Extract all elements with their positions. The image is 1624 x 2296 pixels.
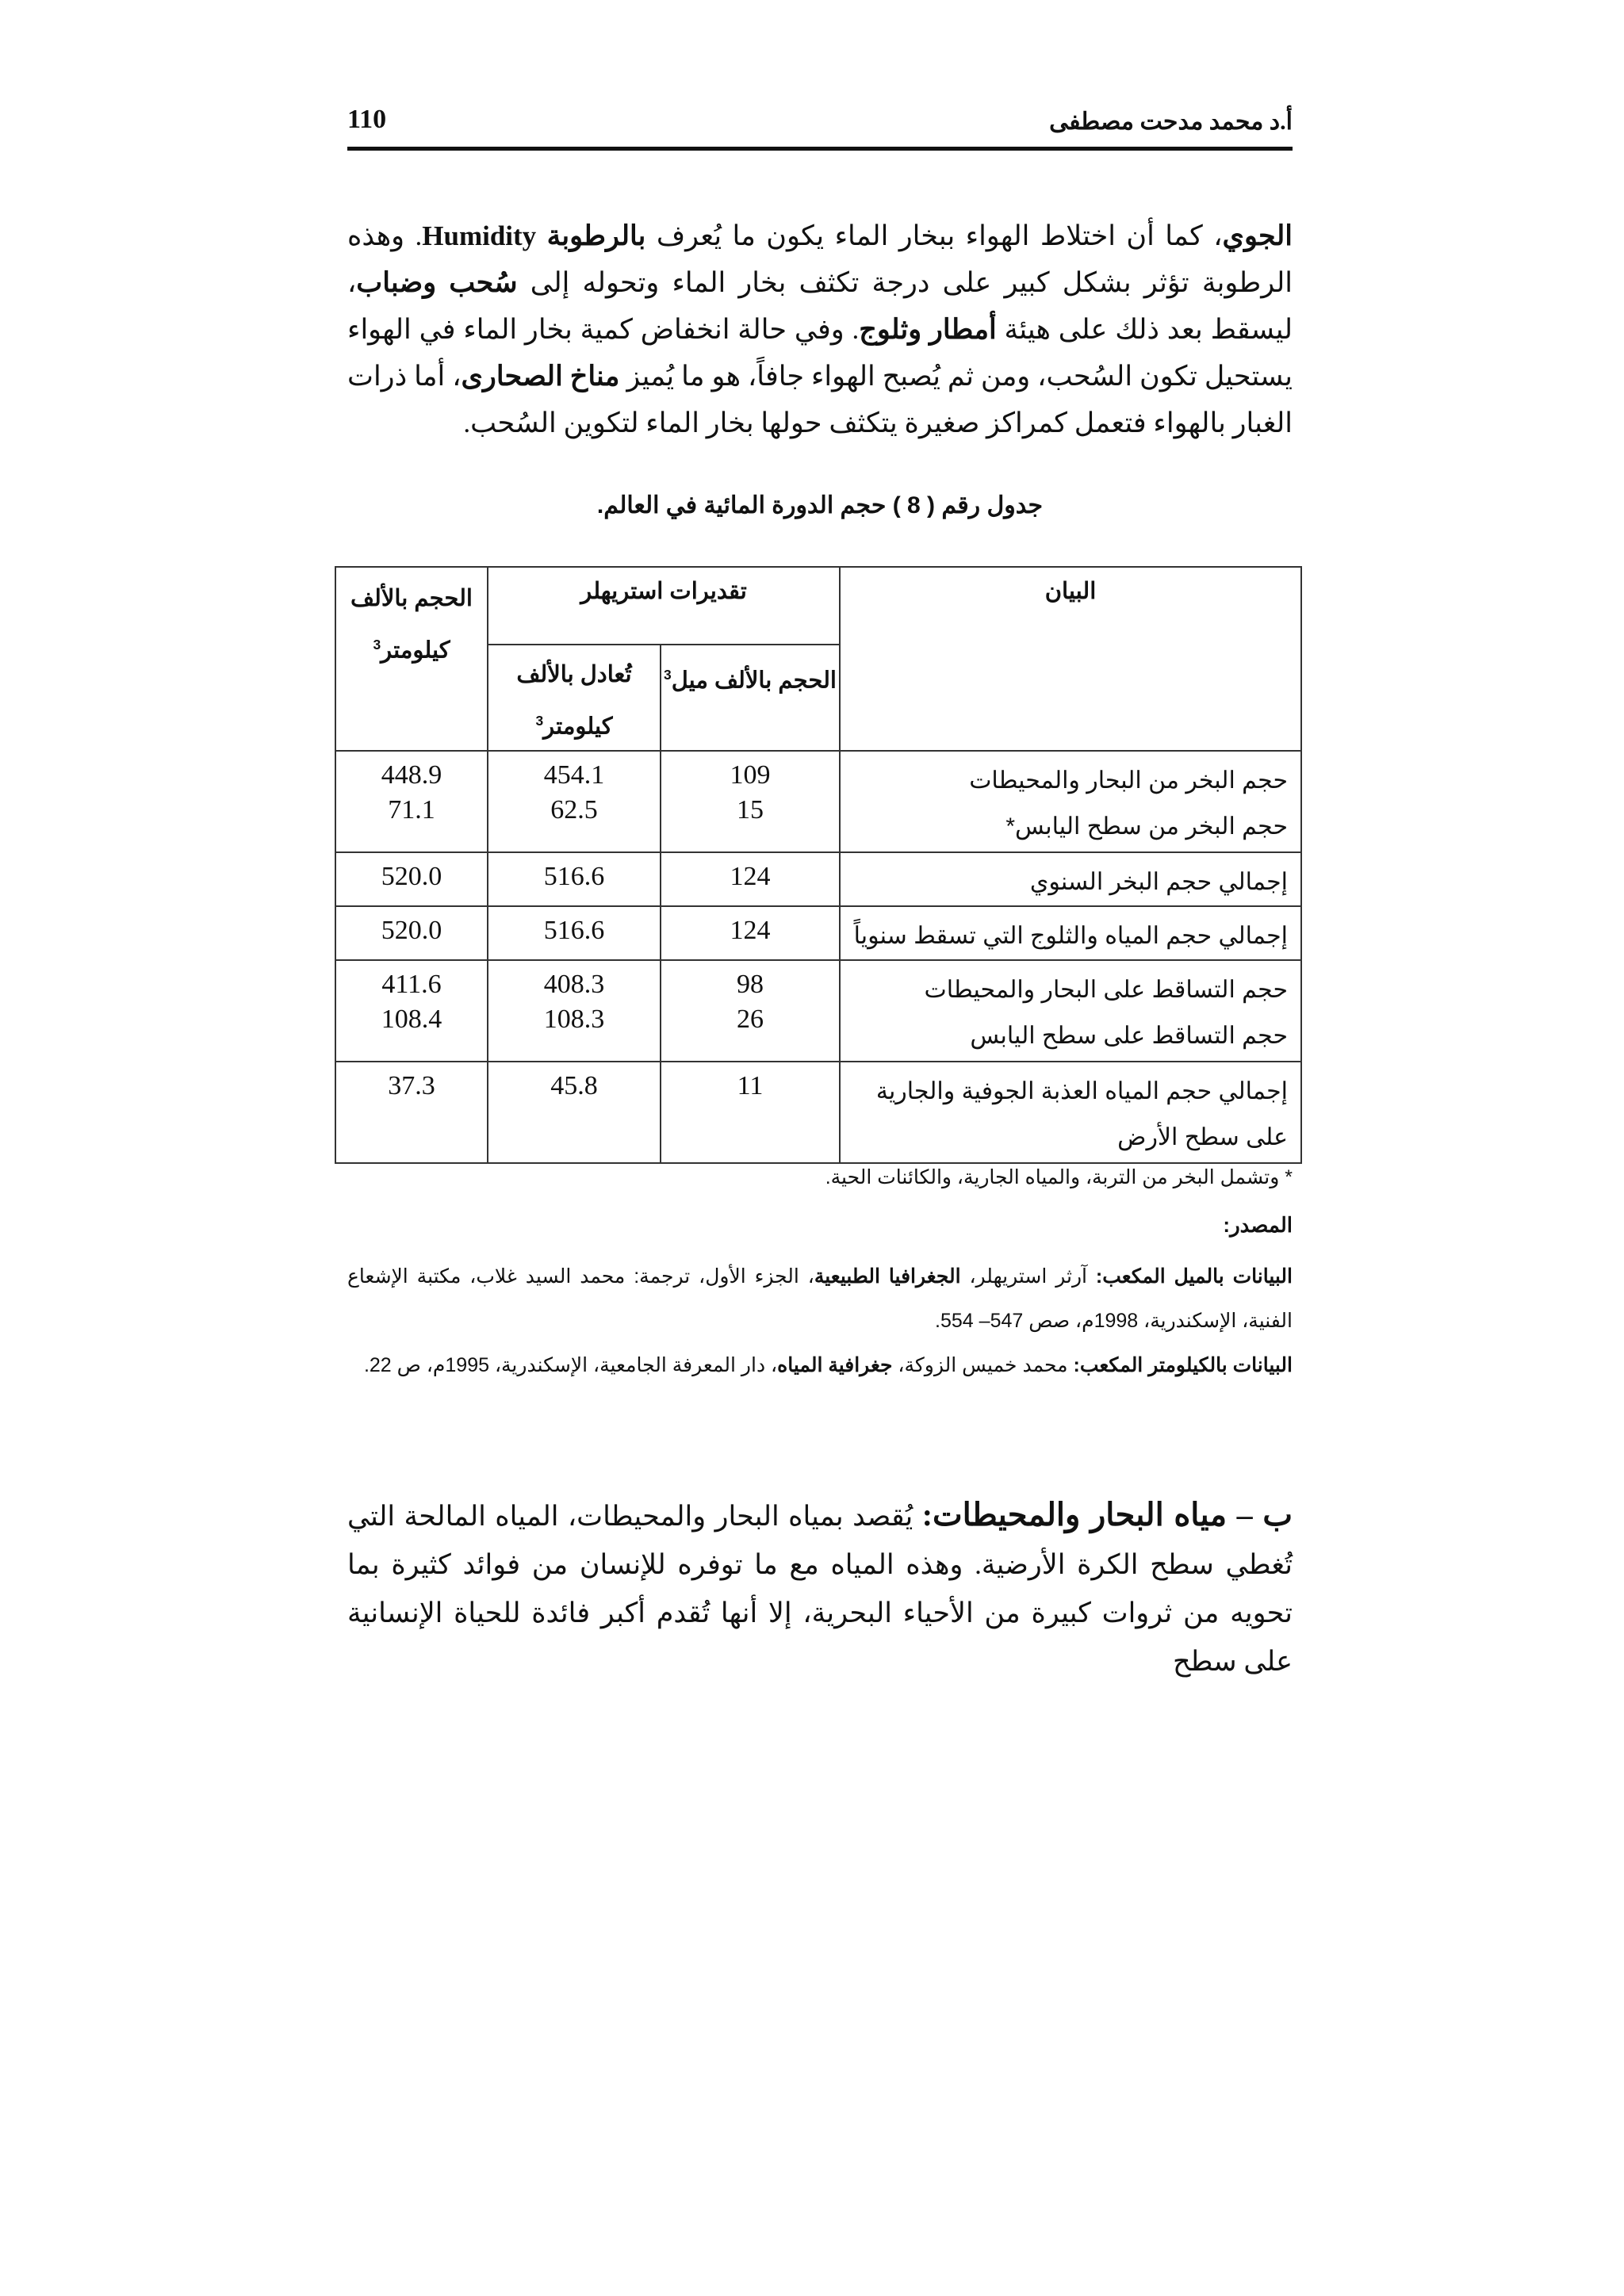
source-text: آرثر استريهلر، bbox=[960, 1265, 1096, 1288]
table-caption: جدول رقم ( 8 ) حجم الدورة المائية في العالم. bbox=[596, 492, 1044, 519]
row-description bbox=[840, 751, 1301, 852]
cell-value: 520.0 bbox=[381, 861, 442, 891]
cell-value: 98 bbox=[737, 969, 764, 999]
header-volume-miles-label: الحجم بالألف ميل bbox=[671, 668, 837, 694]
row-description-line: حجم البخر من البحار والمحيطات bbox=[969, 767, 1288, 794]
header-strahler bbox=[488, 567, 840, 645]
table-row bbox=[335, 751, 1301, 852]
keyword-clouds-fog: سُحب وضباب bbox=[356, 267, 518, 298]
value-equiv-km bbox=[488, 852, 661, 906]
section-title: ب – مياه البحار والمحيطات: bbox=[921, 1497, 1293, 1533]
row-description bbox=[840, 960, 1301, 1062]
superscript: 3 bbox=[535, 713, 544, 729]
table-row bbox=[335, 960, 1301, 1062]
section-body: يُقصد بمياه البحار والمحيطات، المياه المالحة التي تُغطي سطح الكرة الأرضية. وهذه المياه مع ما توفره للإنسان من فوائد كثيرة بما تحويه من ثروات كبيرة من الأحياء البحرية، إلا أنها تُقدم أكبر فائدة للحياة الإنسانية على سطح bbox=[347, 1501, 1293, 1677]
keyword-atmospheric: الجوي bbox=[1222, 220, 1293, 251]
water-cycle-table bbox=[335, 566, 1302, 1164]
header-strahler-label: تقديرات استريهلر bbox=[580, 579, 747, 604]
row-description-line: على سطح الأرض bbox=[1117, 1123, 1288, 1150]
cell-value: 108.3 bbox=[543, 1004, 605, 1034]
value-equiv-km bbox=[488, 751, 661, 852]
cell-value: 408.3 bbox=[543, 969, 605, 999]
cell-value: 520.0 bbox=[381, 915, 442, 945]
source-text: محمد خميس الزوكة، bbox=[892, 1354, 1074, 1376]
header-equiv-km-label: تُعادل بالألف كيلومتر bbox=[516, 662, 632, 740]
header-rule bbox=[347, 147, 1293, 151]
text-run: ، كما أن اختلاط الهواء ببخار الماء يكون ما يُعرف bbox=[645, 220, 1223, 251]
superscript: 3 bbox=[664, 667, 672, 683]
source-km bbox=[347, 1343, 1293, 1387]
source-label: المصدر: bbox=[1223, 1213, 1293, 1237]
value-miles bbox=[661, 852, 840, 906]
value-miles bbox=[661, 906, 840, 960]
keyword-humidity: بالرطوبة Humidity bbox=[422, 220, 646, 251]
cell-value: 15 bbox=[737, 794, 764, 825]
source-book-title: جغرافية المياه bbox=[777, 1354, 893, 1376]
text-run: ، ليسقط بعد ذلك على هيئة bbox=[347, 267, 1293, 345]
cell-value: 11 bbox=[737, 1070, 764, 1100]
source-miles-label: البيانات بالميل المكعب: bbox=[1095, 1265, 1293, 1288]
cell-value: 448.9 bbox=[381, 760, 442, 790]
table-row bbox=[335, 1062, 1301, 1163]
row-description bbox=[840, 852, 1301, 906]
value-volume-km bbox=[335, 751, 488, 852]
cell-value: 124 bbox=[730, 861, 771, 891]
value-miles bbox=[661, 751, 840, 852]
cell-value: 37.3 bbox=[388, 1070, 435, 1100]
cell-value: 516.6 bbox=[543, 915, 605, 945]
superscript: 3 bbox=[373, 637, 381, 652]
value-volume-km bbox=[335, 852, 488, 906]
page-header bbox=[347, 101, 1293, 151]
source-km-label: البيانات بالكيلومتر المكعب: bbox=[1073, 1354, 1293, 1376]
row-description-line: إجمالي حجم المياه والثلوج التي تسقط سنوياً bbox=[853, 922, 1288, 949]
row-description bbox=[840, 906, 1301, 960]
section-seas-oceans bbox=[347, 1490, 1293, 1686]
source-miles bbox=[347, 1254, 1293, 1343]
cell-value: 62.5 bbox=[550, 794, 598, 825]
page-number: 110 bbox=[347, 105, 387, 134]
cell-value: 516.6 bbox=[543, 861, 605, 891]
table-row bbox=[335, 852, 1301, 906]
keyword-desert-climate: مناخ الصحارى bbox=[461, 361, 620, 392]
row-description-line: إجمالي حجم البخر السنوي bbox=[1029, 868, 1288, 895]
row-description-line: إجمالي حجم المياه العذبة الجوفية والجارية bbox=[875, 1077, 1288, 1104]
text-run: . وهذه الرطوبة تؤثر بشكل كبير على درجة تكثف بخار الماء وتحوله إلى bbox=[347, 220, 1293, 298]
value-volume-km bbox=[335, 960, 488, 1062]
source-text: ، دار المعرفة الجامعية، الإسكندرية، 1995م، ص 22. bbox=[363, 1354, 778, 1376]
text-run: . وفي حالة انخفاض كمية بخار الماء في الهواء يستحيل تكون السُحب، ومن ثم يُصبح الهواء جافاً، هو ما يُميز bbox=[347, 314, 1293, 392]
cell-value: 108.4 bbox=[381, 1004, 442, 1034]
cell-value: 454.1 bbox=[543, 760, 605, 790]
header-description-label: البيان bbox=[1044, 579, 1097, 604]
value-volume-km bbox=[335, 1062, 488, 1163]
source-text: ، الجزء الأول، ترجمة: محمد السيد غلاب، مكتبة الإشعاع الفنية، الإسكندرية، 1998م، صص 547– 554. bbox=[347, 1265, 1293, 1332]
table-row bbox=[335, 906, 1301, 960]
header-volume-km-label: الحجم بالألف كيلومتر bbox=[350, 586, 473, 664]
row-description bbox=[840, 1062, 1301, 1163]
header-equiv-km bbox=[488, 645, 661, 751]
header-volume-miles bbox=[661, 645, 840, 751]
keyword-rain-snow: أمطار وثلوج bbox=[859, 314, 997, 345]
value-equiv-km bbox=[488, 1062, 661, 1163]
cell-value: 411.6 bbox=[381, 969, 442, 999]
value-miles bbox=[661, 960, 840, 1062]
row-description-line: حجم التساقط على سطح اليابس bbox=[970, 1022, 1288, 1049]
value-equiv-km bbox=[488, 906, 661, 960]
value-equiv-km bbox=[488, 960, 661, 1062]
cell-value: 26 bbox=[737, 1004, 764, 1034]
value-volume-km bbox=[335, 906, 488, 960]
value-miles bbox=[661, 1062, 840, 1163]
cell-value: 124 bbox=[730, 915, 771, 945]
cell-value: 45.8 bbox=[550, 1070, 598, 1100]
header-description bbox=[840, 567, 1301, 751]
cell-value: 71.1 bbox=[388, 794, 435, 825]
paragraph-humidity bbox=[347, 212, 1293, 446]
header-volume-km bbox=[335, 567, 488, 751]
row-description-line: حجم التساقط على البحار والمحيطات bbox=[924, 976, 1288, 1003]
source-book-title: الجغرافيا الطبيعية bbox=[814, 1265, 961, 1288]
table-header-row bbox=[335, 567, 1301, 645]
header-author: أ.د محمد مدحت مصطفى bbox=[1049, 109, 1293, 135]
cell-value: 109 bbox=[730, 760, 771, 790]
row-description-line: حجم البخر من سطح اليابس* bbox=[1005, 813, 1288, 840]
text-run: ، أما ذرات الغبار بالهواء فتعمل كمراكز صغيرة يتكثف حولها بخار الماء لتكوين السُحب. bbox=[347, 361, 1293, 438]
table-footnote: * وتشمل البخر من التربة، والمياه الجارية، والكائنات الحية. bbox=[825, 1166, 1293, 1188]
